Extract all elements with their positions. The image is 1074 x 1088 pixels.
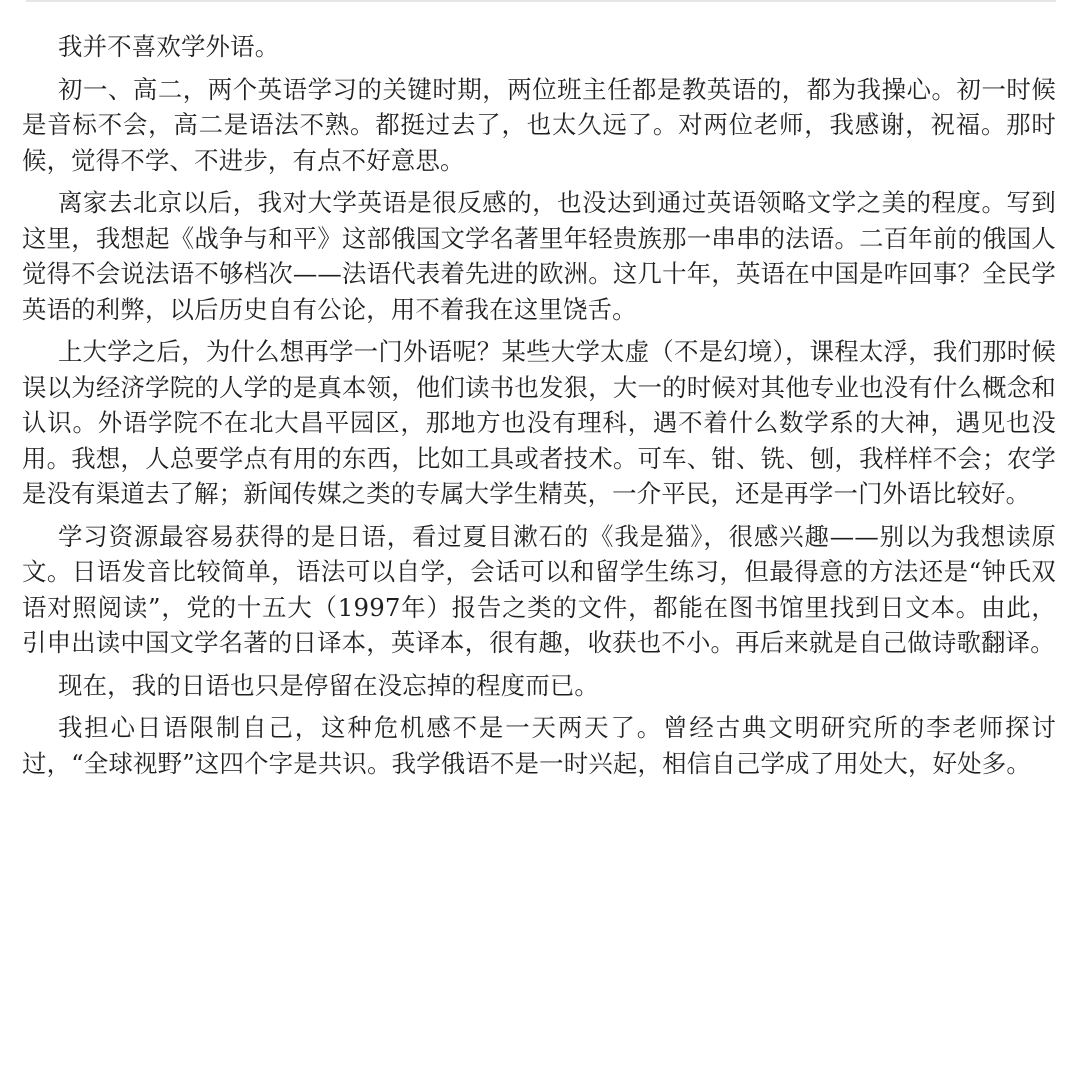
- document-body: [22, 29, 1056, 781]
- top-divider: [26, 0, 1056, 2]
- paragraph-3: 离家去北京以后，我对大学英语是很反感的，也没达到通过英语领略文学之美的程度。写到这里，我想起《战争与和平》这部俄国文学名著里年轻贵族那一串串的法语。二百年前的俄国人觉得不会说法语不够档次——法语代表着先进的欧洲。这几十年，英语在中国是咋回事？全民学英语的利弊，以后历史自有公论，用不着我在这里饶舌。: [22, 188, 1056, 324]
- paragraph-4: 上大学之后，为什么想再学一门外语呢？某些大学太虚（不是幻境），课程太浮，我们那时候误以为经济学院的人学的是真本领，他们读书也发狠，大一的时候对其他专业也没有什么概念和认识。外语学院不在北大昌平园区，那地方也没有理科，遇不着什么数学系的大神，遇见也没用。我想，人总要学点有用的东西，比如工具或者技术。可车、钳、铣、刨，我样样不会；农学是没有渠道去了解；新闻传媒之类的专属大学生精英，一介平民，还是再学一门外语比较好。: [22, 337, 1056, 508]
- paragraph-7: 我担心日语限制自己，这种危机感不是一天两天了。曾经古典文明研究所的李老师探讨过，“全球视野”这四个字是共识。我学俄语不是一时兴起，相信自己学成了用处大，好处多。: [22, 713, 1056, 778]
- paragraph-5: 学习资源最容易获得的是日语，看过夏目漱石的《我是猫》，很感兴趣——别以为我想读原文。日语发音比较简单，语法可以自学，会话可以和留学生练习，但最得意的方法还是“钟氏双语对照阅读”，党的十五大（1997年）报告之类的文件，都能在图书馆里找到日文本。由此，引申出读中国文学名著的日译本，英译本，很有趣，收获也不小。再后来就是自己做诗歌翻译。: [22, 521, 1056, 657]
- paragraph-1: 我并不喜欢学外语。: [58, 32, 280, 61]
- paragraph-2: 初一、高二，两个英语学习的关键时期，两位班主任都是教英语的，都为我操心。初一时候是音标不会，高二是语法不熟。都挺过去了，也太久远了。对两位老师，我感谢，祝福。那时候，觉得不学、不进步，有点不好意思。: [22, 74, 1056, 175]
- paragraph-6: 现在，我的日语也只是停留在没忘掉的程度而已。: [58, 670, 599, 700]
